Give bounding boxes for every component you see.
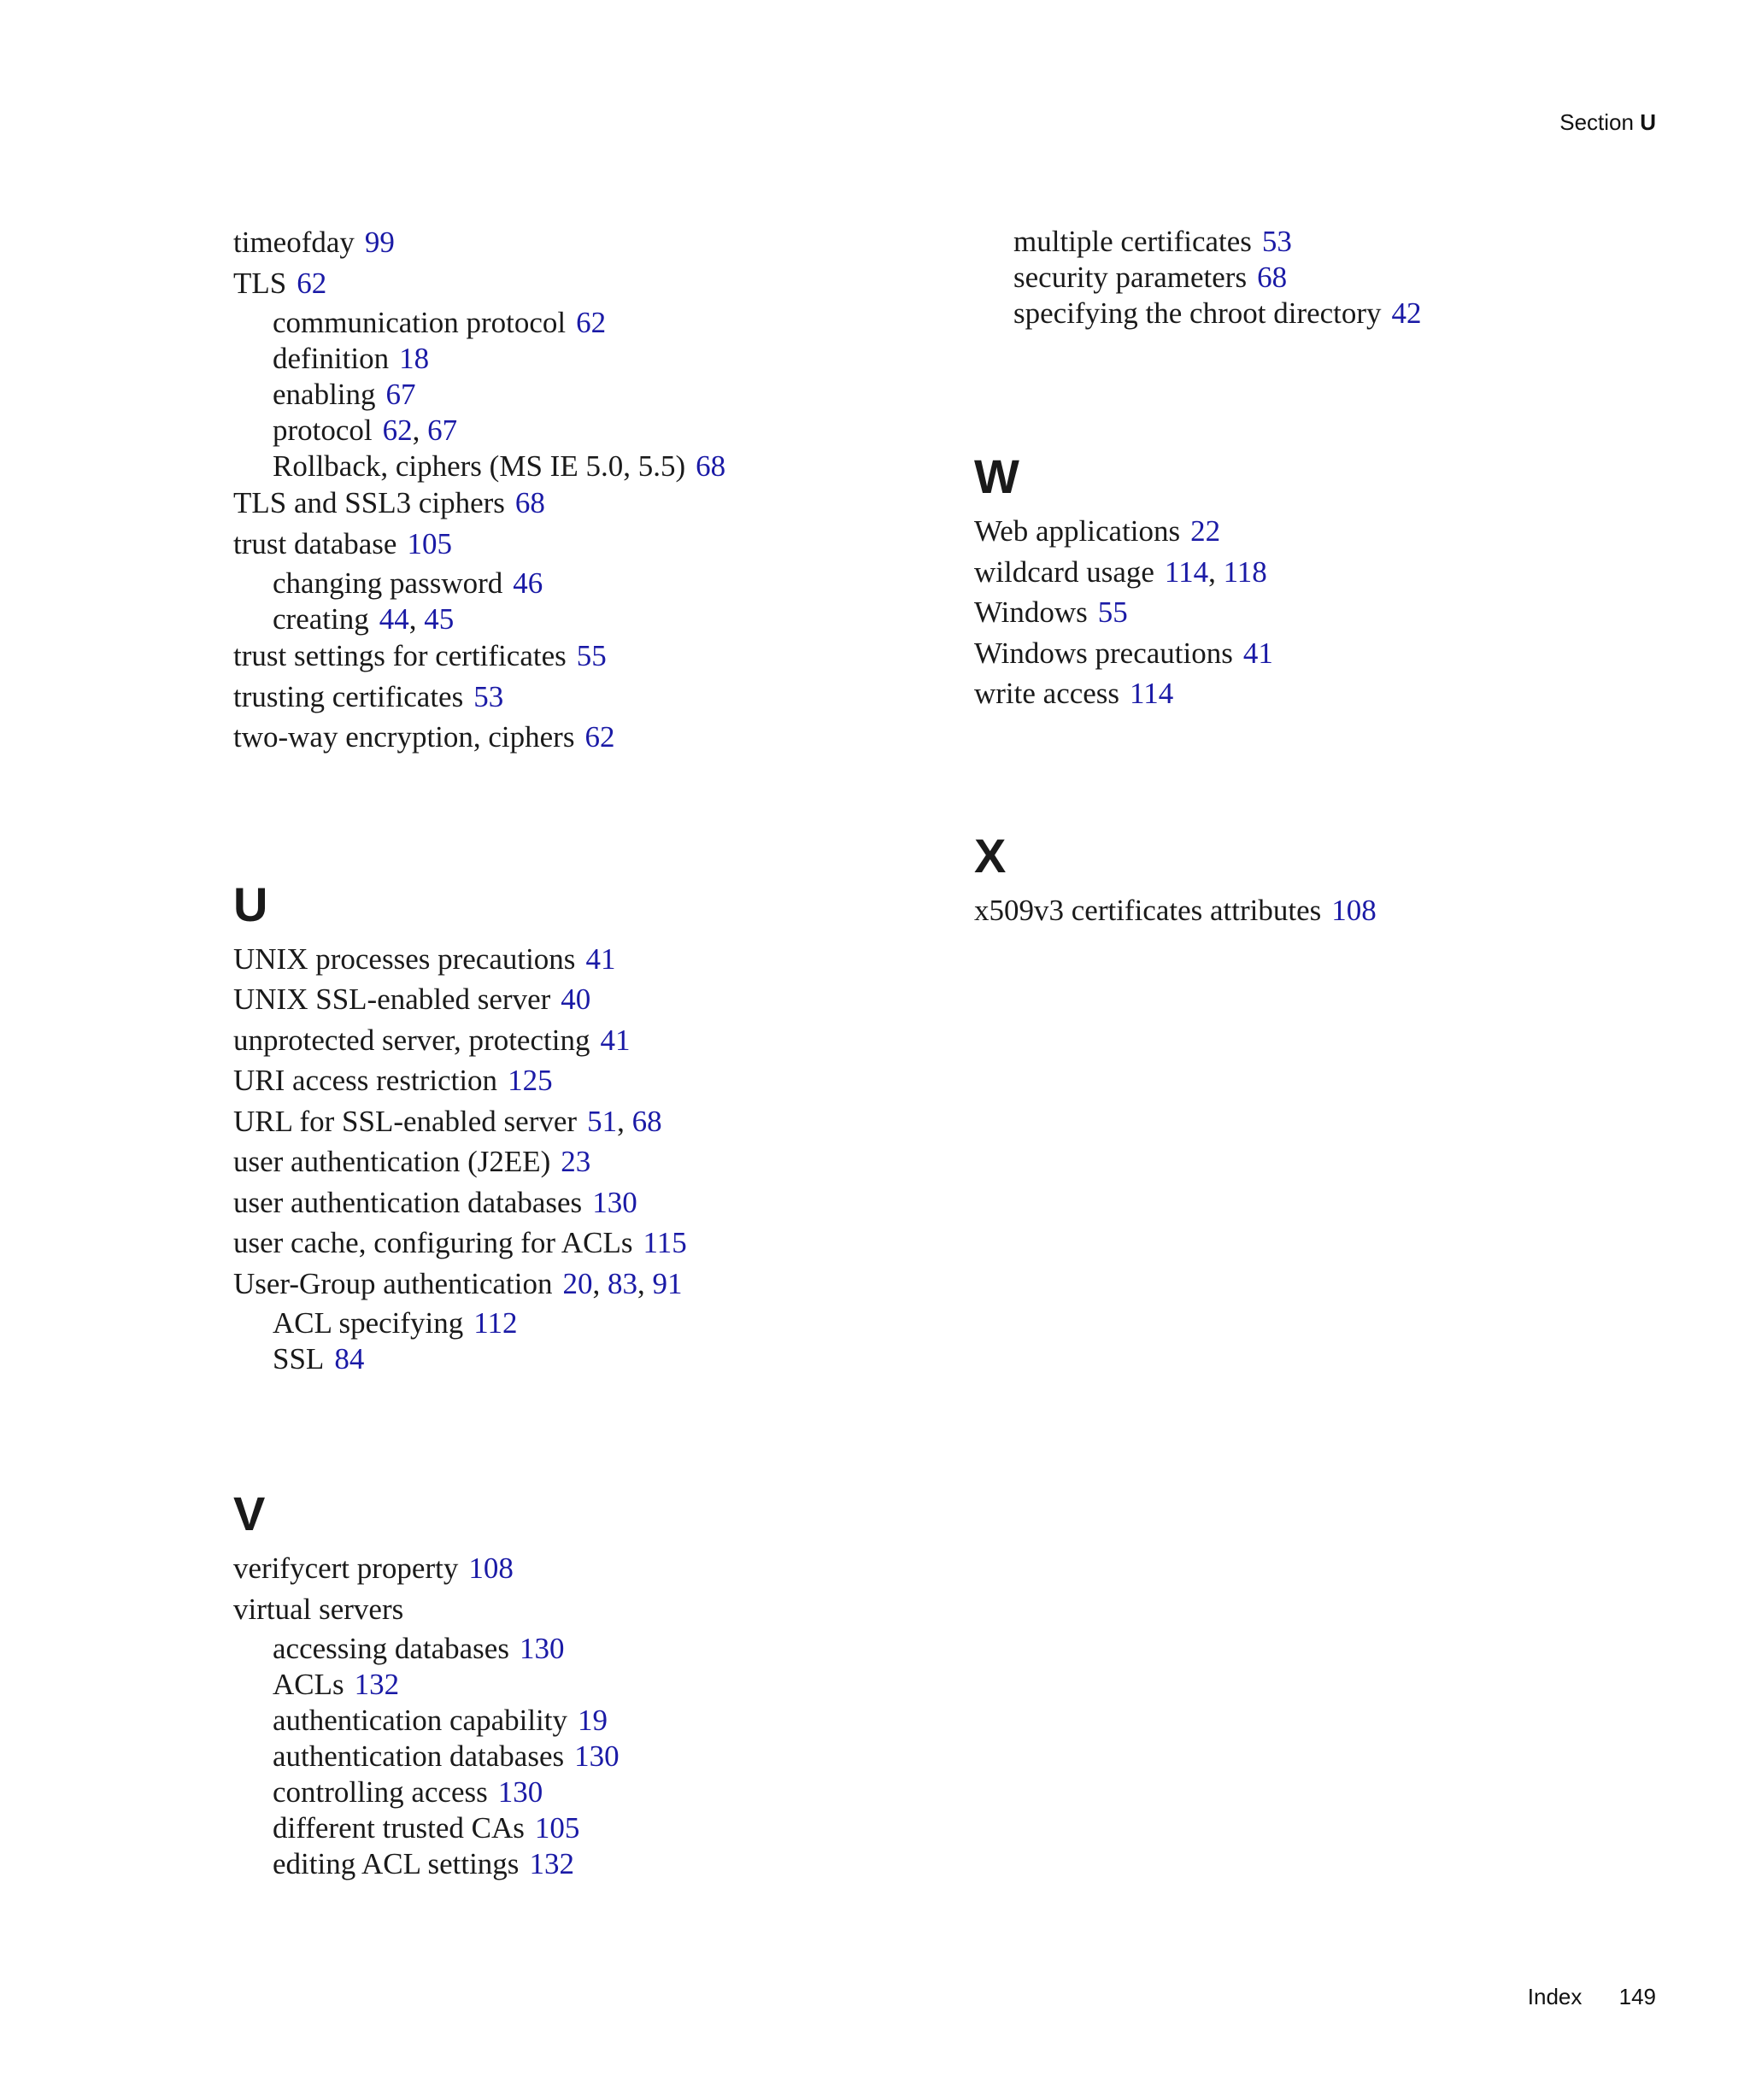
page-link[interactable]: 68 <box>631 1104 662 1138</box>
index-entry <box>233 719 934 756</box>
index-term: two-way encryption, ciphers <box>233 720 575 754</box>
page-link[interactable]: 105 <box>534 1811 580 1845</box>
index-term: authentication capability <box>273 1704 568 1737</box>
index-subentry <box>233 449 934 484</box>
page-separator: , <box>408 602 425 636</box>
index-term: different trusted CAs <box>273 1811 525 1845</box>
index-subentry <box>974 296 1675 331</box>
index-term: verifycert property <box>233 1552 459 1585</box>
page-link[interactable]: 45 <box>424 602 455 636</box>
index-subentry <box>233 1739 934 1774</box>
page-link[interactable]: 18 <box>399 342 430 375</box>
page-link[interactable]: 112 <box>473 1306 518 1340</box>
page-separator: , <box>617 1104 632 1138</box>
index-entry <box>233 1550 934 1587</box>
index-entry <box>233 224 934 261</box>
index-term: communication protocol <box>273 306 567 339</box>
index-term: timeofday <box>233 226 355 259</box>
index-term: write access <box>974 677 1120 710</box>
index-subentry <box>233 1703 934 1739</box>
page-link[interactable]: 44 <box>379 602 409 636</box>
page-link[interactable]: 99 <box>364 226 395 259</box>
page-link[interactable]: 42 <box>1391 296 1422 330</box>
index-subentry <box>233 601 934 637</box>
index-term: TLS <box>233 266 287 300</box>
index-subentry <box>233 1341 934 1377</box>
index-group-t-continued <box>233 224 934 756</box>
footer-label: Index <box>1527 1984 1583 2009</box>
page-link[interactable]: 68 <box>696 449 726 483</box>
index-entry <box>233 265 934 302</box>
page-link[interactable]: 84 <box>334 1342 365 1376</box>
page-link[interactable]: 83 <box>607 1266 637 1300</box>
page-link[interactable]: 105 <box>407 526 452 560</box>
page-link[interactable]: 68 <box>1257 261 1288 294</box>
page-link[interactable]: 62 <box>576 306 607 339</box>
page-link[interactable]: 132 <box>529 1847 574 1880</box>
page-link[interactable]: 91 <box>652 1266 683 1300</box>
index-term: UNIX processes precautions <box>233 941 576 976</box>
page-link[interactable]: 108 <box>1331 893 1377 927</box>
index-term: specifying the chroot directory <box>1013 296 1382 330</box>
page-link[interactable]: 132 <box>354 1668 400 1701</box>
page-link[interactable]: 114 <box>1164 554 1209 589</box>
index-term: multiple certificates <box>1013 225 1252 258</box>
index-term: trust settings for certificates <box>233 639 567 672</box>
index-entry <box>233 637 934 675</box>
page-link[interactable]: 20 <box>562 1266 593 1300</box>
page-link[interactable]: 55 <box>576 639 607 672</box>
index-group-w <box>974 513 1675 713</box>
index-term: Windows <box>974 595 1088 629</box>
index-subentry <box>233 1774 934 1810</box>
index-subentry <box>233 1846 934 1882</box>
index-entry <box>233 1591 934 1628</box>
index-column-right <box>974 224 1675 932</box>
index-term: user cache, configuring for ACLs <box>233 1226 633 1259</box>
page-separator: , <box>592 1266 608 1300</box>
page-link[interactable]: 41 <box>1242 636 1273 670</box>
running-header <box>1559 109 1656 136</box>
index-term: editing ACL settings <box>273 1847 520 1880</box>
page-number: 149 <box>1618 1984 1656 2009</box>
index-entry <box>974 675 1675 713</box>
page-link[interactable]: 114 <box>1130 677 1174 710</box>
index-entry <box>974 594 1675 631</box>
section-letter-x: X <box>974 828 1007 883</box>
page-link[interactable]: 108 <box>468 1552 514 1585</box>
index-term: URL for SSL-enabled server <box>233 1104 578 1138</box>
index-subentry <box>233 1667 934 1703</box>
index-term: protocol <box>273 414 373 447</box>
page-separator: , <box>412 414 428 447</box>
index-entry <box>233 1143 934 1181</box>
index-entry <box>233 1184 934 1222</box>
index-term: URI access restriction <box>233 1064 498 1097</box>
index-term: enabling <box>273 378 376 411</box>
page-link[interactable]: 19 <box>578 1704 608 1737</box>
index-subentry <box>974 224 1675 260</box>
index-subentry <box>233 1305 934 1341</box>
index-entry <box>233 1265 934 1303</box>
page-link[interactable]: 51 <box>587 1104 618 1138</box>
index-entry <box>233 1022 934 1059</box>
index-term: authentication databases <box>273 1739 565 1773</box>
header-section-letter: U <box>1640 109 1656 135</box>
index-entry <box>233 1062 934 1100</box>
index-entry <box>233 525 934 563</box>
index-entry <box>233 484 934 522</box>
index-term: controlling access <box>273 1775 488 1809</box>
index-entry <box>233 941 934 978</box>
index-entry <box>974 554 1675 591</box>
index-term: Rollback, ciphers (MS IE 5.0, 5.5) <box>273 449 686 483</box>
page-link[interactable]: 62 <box>297 266 327 300</box>
index-term: user authentication (J2EE) <box>233 1145 551 1178</box>
index-term: changing password <box>273 566 503 600</box>
page-link[interactable]: 67 <box>385 378 416 411</box>
page-link[interactable]: 53 <box>473 679 504 713</box>
index-term: Web applications <box>974 514 1181 548</box>
page-link[interactable]: 55 <box>1097 595 1128 629</box>
index-entry <box>233 678 934 716</box>
page-link[interactable]: 62 <box>382 414 413 447</box>
index-entry <box>974 513 1675 550</box>
index-entry <box>233 981 934 1018</box>
index-group-v <box>233 1550 934 1882</box>
index-term: definition <box>273 342 390 375</box>
page-link[interactable]: 130 <box>497 1775 543 1809</box>
index-term: trust database <box>233 526 397 560</box>
header-section-word: Section <box>1559 109 1634 135</box>
page-link[interactable]: 22 <box>1190 514 1221 548</box>
section-letter-v: V <box>233 1487 266 1540</box>
page-link[interactable]: 68 <box>514 486 545 519</box>
page-link[interactable]: 41 <box>585 941 616 976</box>
index-term: unprotected server, protecting <box>233 1023 590 1057</box>
index-subentry <box>233 377 934 413</box>
page-link[interactable]: 53 <box>1261 225 1292 258</box>
index-term: creating <box>273 602 369 636</box>
index-entry <box>974 635 1675 672</box>
index-subentry <box>233 566 934 601</box>
page-separator: , <box>1208 554 1224 589</box>
index-term: SSL <box>273 1342 325 1376</box>
page-link[interactable]: 125 <box>508 1064 553 1097</box>
index-term: Windows precautions <box>974 636 1233 670</box>
index-entry <box>974 892 1675 930</box>
index-term: user authentication databases <box>233 1185 583 1219</box>
index-term: User-Group authentication <box>233 1266 553 1300</box>
index-term: wildcard usage <box>974 554 1154 589</box>
index-term: TLS and SSL3 ciphers <box>233 486 505 519</box>
page-link[interactable]: 41 <box>600 1023 631 1057</box>
page-link[interactable]: 130 <box>519 1632 565 1665</box>
index-subentry <box>233 341 934 377</box>
index-term: security parameters <box>1013 261 1248 294</box>
index-term: ACL specifying <box>273 1306 464 1340</box>
index-group-u <box>233 941 934 1378</box>
index-term: accessing databases <box>273 1632 509 1665</box>
index-subentry <box>974 260 1675 296</box>
index-entry <box>233 1103 934 1141</box>
section-letter-w: W <box>974 449 1019 503</box>
page-link[interactable]: 118 <box>1223 554 1267 589</box>
page-separator: , <box>637 1266 653 1300</box>
index-subentry <box>233 305 934 341</box>
index-column-left <box>233 224 934 1882</box>
page-link[interactable]: 23 <box>561 1145 591 1178</box>
index-subentry <box>233 1810 934 1846</box>
page-link[interactable]: 130 <box>574 1739 620 1773</box>
index-term: UNIX SSL-enabled server <box>233 983 551 1016</box>
index-term: trusting certificates <box>233 679 464 713</box>
page-link[interactable]: 115 <box>643 1226 687 1259</box>
index-subentry <box>233 1631 934 1667</box>
index-subentry <box>233 413 934 449</box>
page-link[interactable]: 40 <box>561 983 591 1016</box>
index-term: virtual servers <box>233 1592 404 1626</box>
page-link[interactable]: 130 <box>592 1185 637 1219</box>
page-link[interactable]: 67 <box>427 414 458 447</box>
index-entry <box>233 1224 934 1262</box>
page-link[interactable]: 62 <box>584 720 615 754</box>
index-group-x <box>974 892 1675 930</box>
section-letter-u: U <box>233 877 268 931</box>
page-link[interactable]: 46 <box>513 566 543 600</box>
index-term: ACLs <box>273 1668 344 1701</box>
index-term: x509v3 certificates attributes <box>974 893 1322 927</box>
index-group-t-continued-right <box>974 224 1675 331</box>
running-footer <box>1528 1984 1656 2010</box>
